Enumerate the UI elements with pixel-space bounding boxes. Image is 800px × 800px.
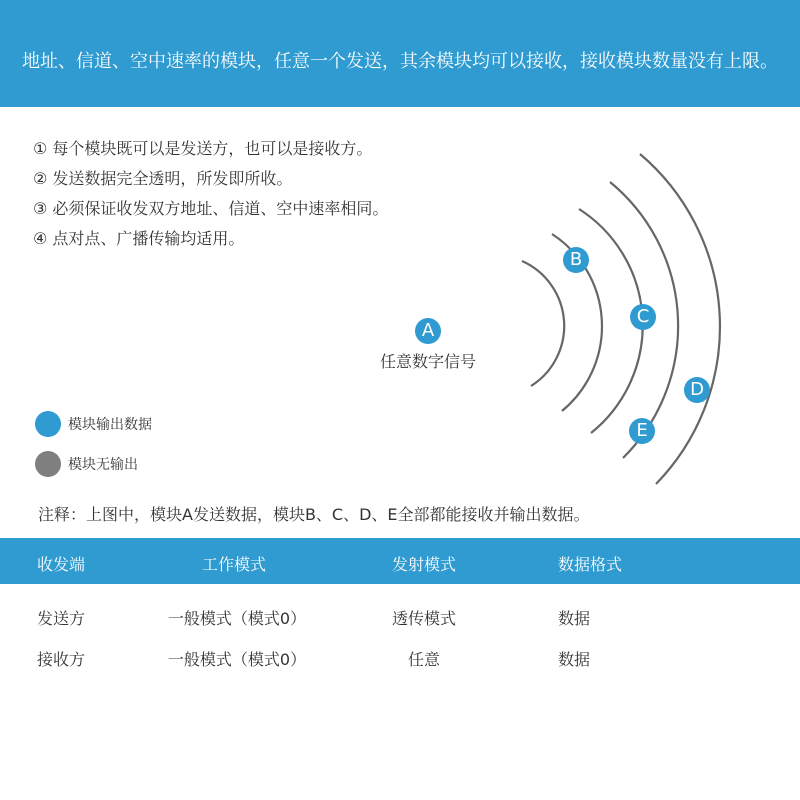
table-cell: 数据 xyxy=(557,609,591,628)
rule-item: ① 每个模块既可以是发送方，也可以是接收方。 xyxy=(33,139,373,158)
module-b: B xyxy=(563,247,589,273)
module-c: C xyxy=(630,304,656,330)
module-a: A xyxy=(415,318,441,344)
table-cell: 接收方 xyxy=(36,650,86,669)
header-cell: 发射模式 xyxy=(391,555,457,574)
table-header xyxy=(0,538,800,584)
legend-no-output xyxy=(35,451,138,477)
module-d: D xyxy=(684,377,710,403)
table-cell: 一般模式（模式0） xyxy=(167,650,307,669)
table-cell: 发送方 xyxy=(36,609,86,628)
rule-item: ② 发送数据完全透明，所发即所收。 xyxy=(33,169,293,188)
legend-label: 模块输出数据 xyxy=(68,417,152,433)
header-cell: 工作模式 xyxy=(201,555,267,574)
note: 注释：上图中，模块A发送数据，模块B、C、D、E全部都能接收并输出数据。 xyxy=(38,505,590,524)
legend-output xyxy=(35,411,152,437)
rule-item: ③ 必须保证收发双方地址、信道、空中速率相同。 xyxy=(33,199,389,218)
signal-arc-1 xyxy=(522,261,564,386)
table-cell: 一般模式（模式0） xyxy=(167,609,307,628)
table-cell: 任意 xyxy=(407,650,441,669)
header-banner: 地址、信道、空中速率的模块，任意一个发送，其余模块均可以接收，接收模块数量没有上限。 xyxy=(0,0,800,107)
table-cell: 数据 xyxy=(557,650,591,669)
sender-caption: 任意数字信号 xyxy=(380,352,477,371)
module-e: E xyxy=(629,418,655,444)
blue-dot-icon xyxy=(35,411,61,437)
legend-label: 模块无输出 xyxy=(68,457,138,473)
header-cell: 收发端 xyxy=(36,555,86,574)
header-cell: 数据格式 xyxy=(557,555,623,574)
table-cell: 透传模式 xyxy=(391,609,457,628)
rule-item: ④ 点对点、广播传输均适用。 xyxy=(33,229,245,248)
gray-dot-icon xyxy=(35,451,61,477)
